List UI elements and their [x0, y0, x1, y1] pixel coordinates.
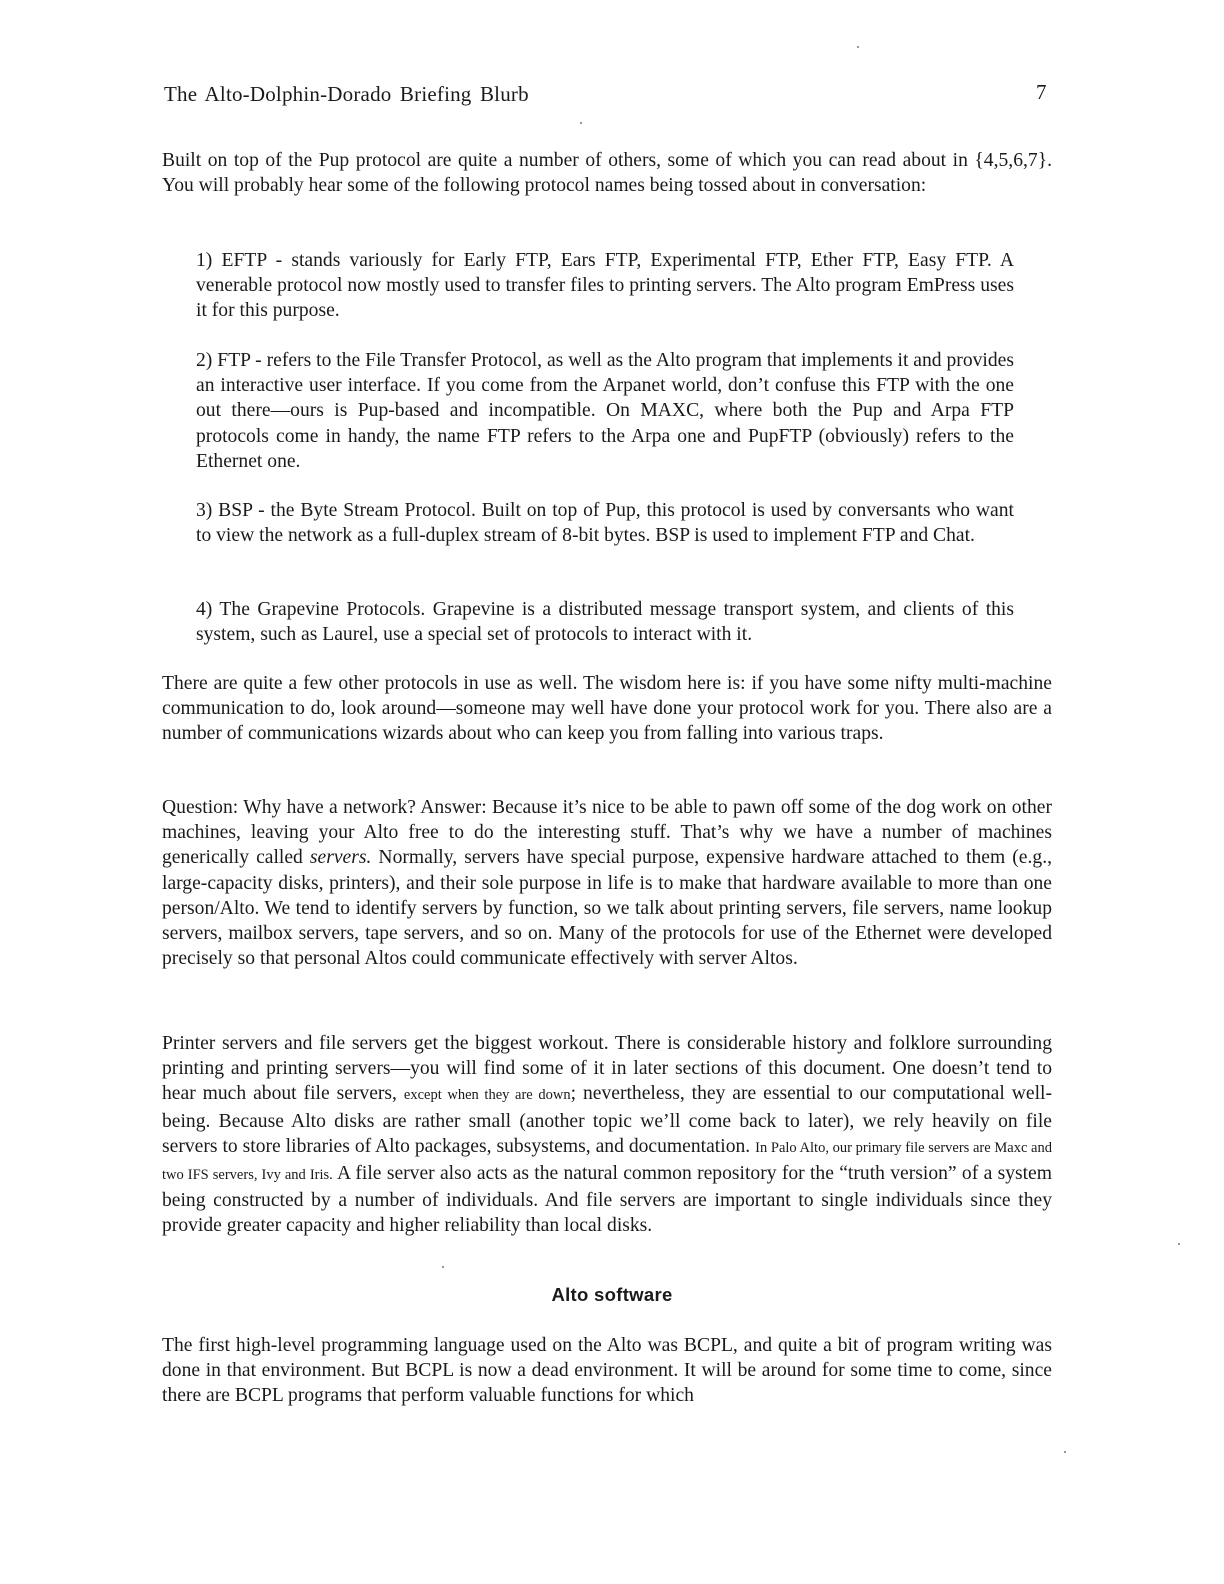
- list-item-grapevine: 4) The Grapevine Protocols. Grapevine is a distributed message transport system, and clients of this system, such as Laurel, use a special set of protocols to interact with it.: [196, 599, 1014, 646]
- page-number: 7: [1036, 80, 1047, 104]
- bcpl-paragraph: The first high-level programming language used on the Alto was BCPL, and quite a bit of program writing was done in that environment. But BCPL is now a dead environment. It will be around for some time to come, since there are BCPL programs that perform valuable functions for which: [162, 1335, 1052, 1407]
- servers-emphasis: servers.: [309, 847, 372, 869]
- scan-speck: [1064, 1451, 1066, 1453]
- printer-small-note-1: except when they are down: [403, 1087, 571, 1104]
- scan-speck: [442, 1266, 444, 1268]
- printer-small-note-2: In Palo Alto, our primary file servers are Maxc and two IFS servers, Ivy and Iris.: [162, 1139, 1052, 1184]
- servers-text-start: Question: Why have a network? Answer: Because it’s nice to be able to pawn off some of the dog work on other machines, leaving your Alto free to do the interesting stuff. That’s why we have a number of machines generically called: [162, 797, 1052, 869]
- servers-text-end: Normally, servers have special purpose, expensive hardware attached to them (e.g., large-capacity disks, printers), and their sole purpose in life is to make that hardware available to more than one person/Alto. We tend to identify servers by function, so we talk about printing servers, file servers, name lookup servers, mailbox servers, tape servers, and so on. Many of the protocols for use of the Ethernet were developed precisely so that personal Altos could communicate effectively with server Altos.: [162, 847, 1052, 970]
- section-heading-alto-software: Alto software: [551, 1284, 673, 1305]
- other-protocols-paragraph: There are quite a few other protocols in use as well. The wisdom here is: if you have some nifty multi-machine communication to do, look around—someone may well have done your protocol work for you. There also are a number of communications wizards about who can keep you from falling into various traps.: [162, 673, 1052, 745]
- servers-paragraph: [162, 795, 1052, 971]
- intro-paragraph: Built on top of the Pup protocol are quite a number of others, some of which you can read about in {4,5,6,7}. You will probably hear some of the following protocol names being tossed about in conversation:: [162, 150, 1052, 197]
- scan-speck: [857, 46, 859, 48]
- scan-speck: [580, 122, 582, 124]
- printer-text-b: ; nevertheless, they are essential to our computational well-being. Because Alto disks are rather small (another topic we’ll come back to later), we rely heavily on file servers to store libraries of Alto packages, subsystems, and documentation.: [162, 1083, 1052, 1157]
- scan-speck: [1178, 1243, 1180, 1245]
- list-item-ftp: 2) FTP - refers to the File Transfer Protocol, as well as the Alto program that implements it and provides an interactive user interface. If you come from the Arpanet world, don’t confuse this FTP with the one out there—ours is Pup-based and incompatible. On MAXC, where both the Pup and Arpa FTP protocols come in handy, the name FTP refers to the Arpa one and PupFTP (obviously) refers to the Ethernet one.: [196, 350, 1014, 472]
- list-item-eftp: 1) EFTP - stands variously for Early FTP, Ears FTP, Experimental FTP, Ether FTP, Easy FTP. A venerable protocol now mostly used to transfer files to printing servers. The Alto program EmPress uses it for this purpose.: [196, 250, 1014, 322]
- printer-servers-paragraph: [162, 1031, 1052, 1239]
- running-header-title: The Alto-Dolphin-Dorado Briefing Blurb: [164, 82, 529, 106]
- printer-text-c: A file server also acts as the natural common repository for the “truth version” of a system being constructed by a number of individuals. And file servers are important to single individuals since they provide greater capacity and higher reliability than local disks.: [162, 1163, 1052, 1237]
- list-item-bsp: 3) BSP - the Byte Stream Protocol. Built on top of Pup, this protocol is used by conversants who want to view the network as a full-duplex stream of 8-bit bytes. BSP is used to implement FTP and Chat.: [196, 500, 1014, 547]
- printer-text-a: Printer servers and file servers get the biggest workout. There is considerable history and folklore surrounding printing and printing servers—you will find some of it in later sections of this document. One doesn’t tend to hear much about file servers,: [162, 1033, 1052, 1105]
